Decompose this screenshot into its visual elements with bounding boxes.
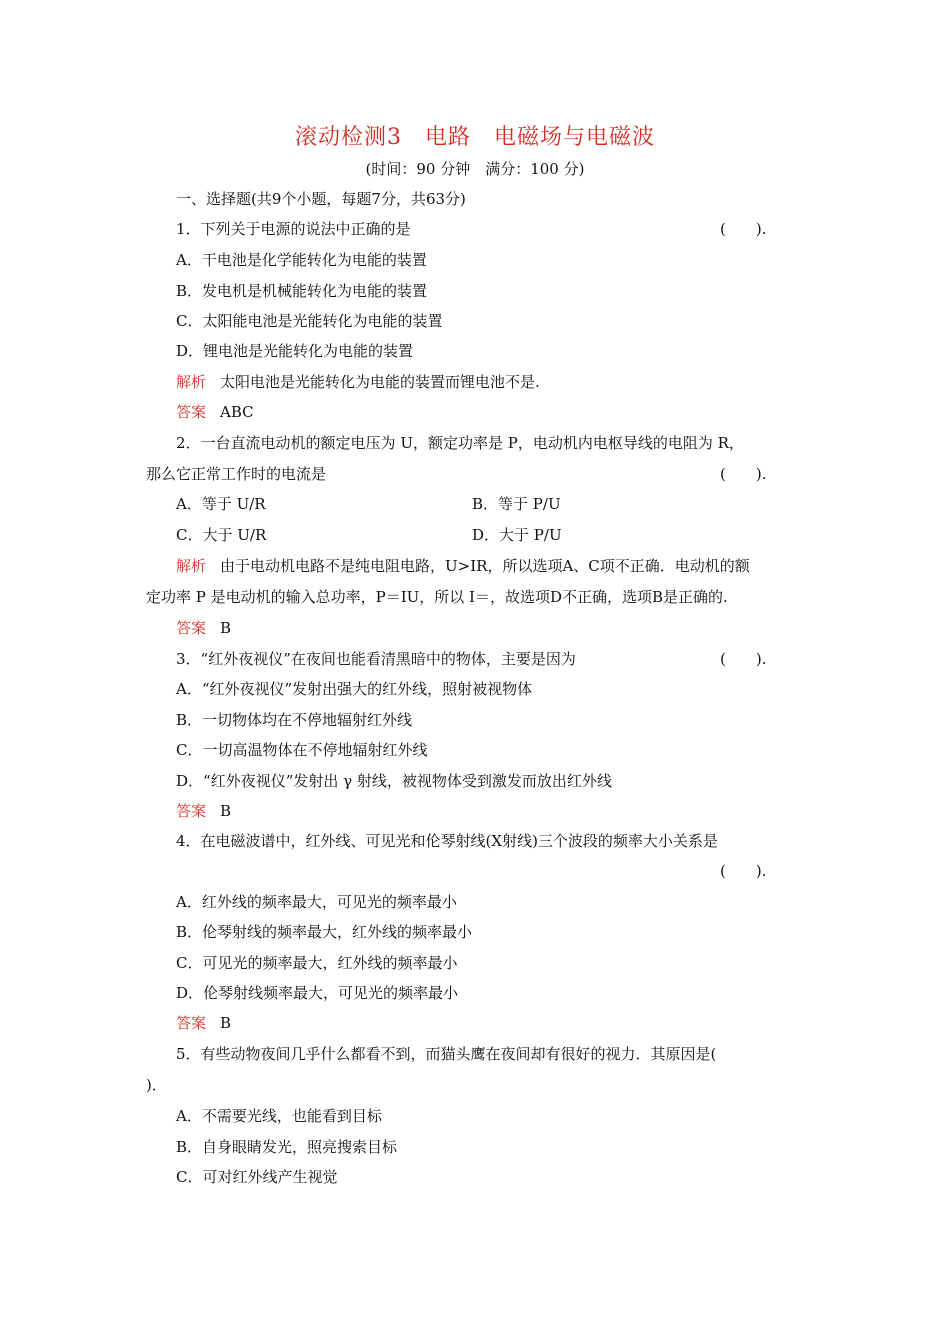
q5-option-c: C．可对红外线产生视觉: [176, 1168, 338, 1186]
q1-analysis: [176, 372, 540, 392]
q2-answer: [176, 618, 231, 638]
q2-analysis-line1: [176, 556, 750, 576]
q4-option-a: A．红外线的频率最大，可见光的频率最小: [176, 893, 457, 911]
q2-stem-line2: 那么它正常工作时的电流是: [146, 465, 327, 483]
q2-option-d: D．大于 P/U: [472, 526, 562, 544]
answer-label: 答案: [176, 1014, 207, 1032]
q3-option-a: A．“红外夜视仪”发射出强大的红外线，照射被视物体: [176, 680, 533, 698]
answer-label: 答案: [176, 619, 207, 637]
q4-option-c: C．可见光的频率最大，红外线的频率最小: [176, 954, 458, 972]
q4-option-d: D．伦琴射线频率最大，可见光的频率最小: [176, 984, 459, 1002]
q5-option-b: B．自身眼睛发光，照亮搜索目标: [176, 1138, 398, 1156]
q2-analysis-line2: 定功率 P 是电动机的输入总功率，P＝IU，所以 I＝，故选项D不正确，选项B是正确的.: [146, 588, 728, 606]
q4-stem: 4．在电磁波谱中，红外线、可见光和伦琴射线(X射线)三个波段的频率大小关系是: [176, 832, 718, 850]
q1-analysis-text: 太阳电池是光能转化为电能的装置而锂电池不是.: [220, 373, 540, 391]
q1-option-a: A．干电池是化学能转化为电能的装置: [176, 251, 427, 269]
q3-option-c: C．一切高温物体在不停地辐射红外线: [176, 741, 428, 759]
q4-answer: [176, 1013, 231, 1033]
q4-answer-blank: ( ).: [720, 862, 767, 880]
q2-answer-blank: ( ).: [720, 465, 767, 483]
q1-option-b: B．发电机是机械能转化为电能的装置: [176, 282, 428, 300]
q2-answer-text: B: [220, 619, 232, 637]
page-title: 滚动检测3 电路 电磁场与电磁波: [295, 125, 655, 150]
q1-answer-blank: ( ).: [720, 220, 767, 238]
q5-option-a: A．不需要光线，也能看到目标: [176, 1107, 382, 1125]
q3-option-b: B．一切物体均在不停地辐射红外线: [176, 711, 413, 729]
q1-answer: [176, 402, 254, 422]
q3-answer: [176, 801, 231, 821]
q1-option-c: C．太阳能电池是光能转化为电能的装置: [176, 312, 443, 330]
q4-answer-text: B: [220, 1014, 232, 1032]
analysis-label: 解析: [176, 557, 207, 575]
section-heading: 一、选择题(共9个小题，每题7分，共63分): [176, 190, 466, 208]
q2-stem-line1: 2．一台直流电动机的额定电压为 U，额定功率是 P，电动机内电枢导线的电阻为 R，: [176, 434, 744, 452]
answer-label: 答案: [176, 403, 207, 421]
q3-answer-blank: ( ).: [720, 650, 767, 668]
q1-stem: 1．下列关于电源的说法中正确的是: [176, 220, 411, 238]
q5-stem-line1: 5．有些动物夜间几乎什么都看不到，而猫头鹰在夜间却有很好的视力．其原因是(: [176, 1045, 717, 1063]
q2-analysis-text1: 由于电动机电路不是纯电阻电路，U>IR，所以选项A、C项不正确．电动机的额: [220, 557, 750, 575]
analysis-label: 解析: [176, 373, 207, 391]
q3-answer-text: B: [220, 802, 232, 820]
q4-option-b: B．伦琴射线的频率最大，红外线的频率最小: [176, 923, 473, 941]
q3-option-d: D．“红外夜视仪”发射出 γ 射线，被视物体受到激发而放出红外线: [176, 772, 612, 790]
q2-option-c: C．大于 U/R: [176, 526, 267, 544]
q2-option-b: B．等于 P/U: [472, 495, 561, 513]
q5-stem-line2: )．: [146, 1076, 167, 1094]
page-subtitle: (时间：90 分钟 满分：100 分): [365, 160, 585, 178]
answer-label: 答案: [176, 802, 207, 820]
q3-stem: 3．“红外夜视仪”在夜间也能看清黑暗中的物体，主要是因为: [176, 650, 576, 668]
q1-option-d: D．锂电池是光能转化为电能的装置: [176, 342, 414, 360]
q2-option-a: A．等于 U/R: [176, 495, 266, 513]
q1-answer-text: ABC: [220, 403, 254, 421]
